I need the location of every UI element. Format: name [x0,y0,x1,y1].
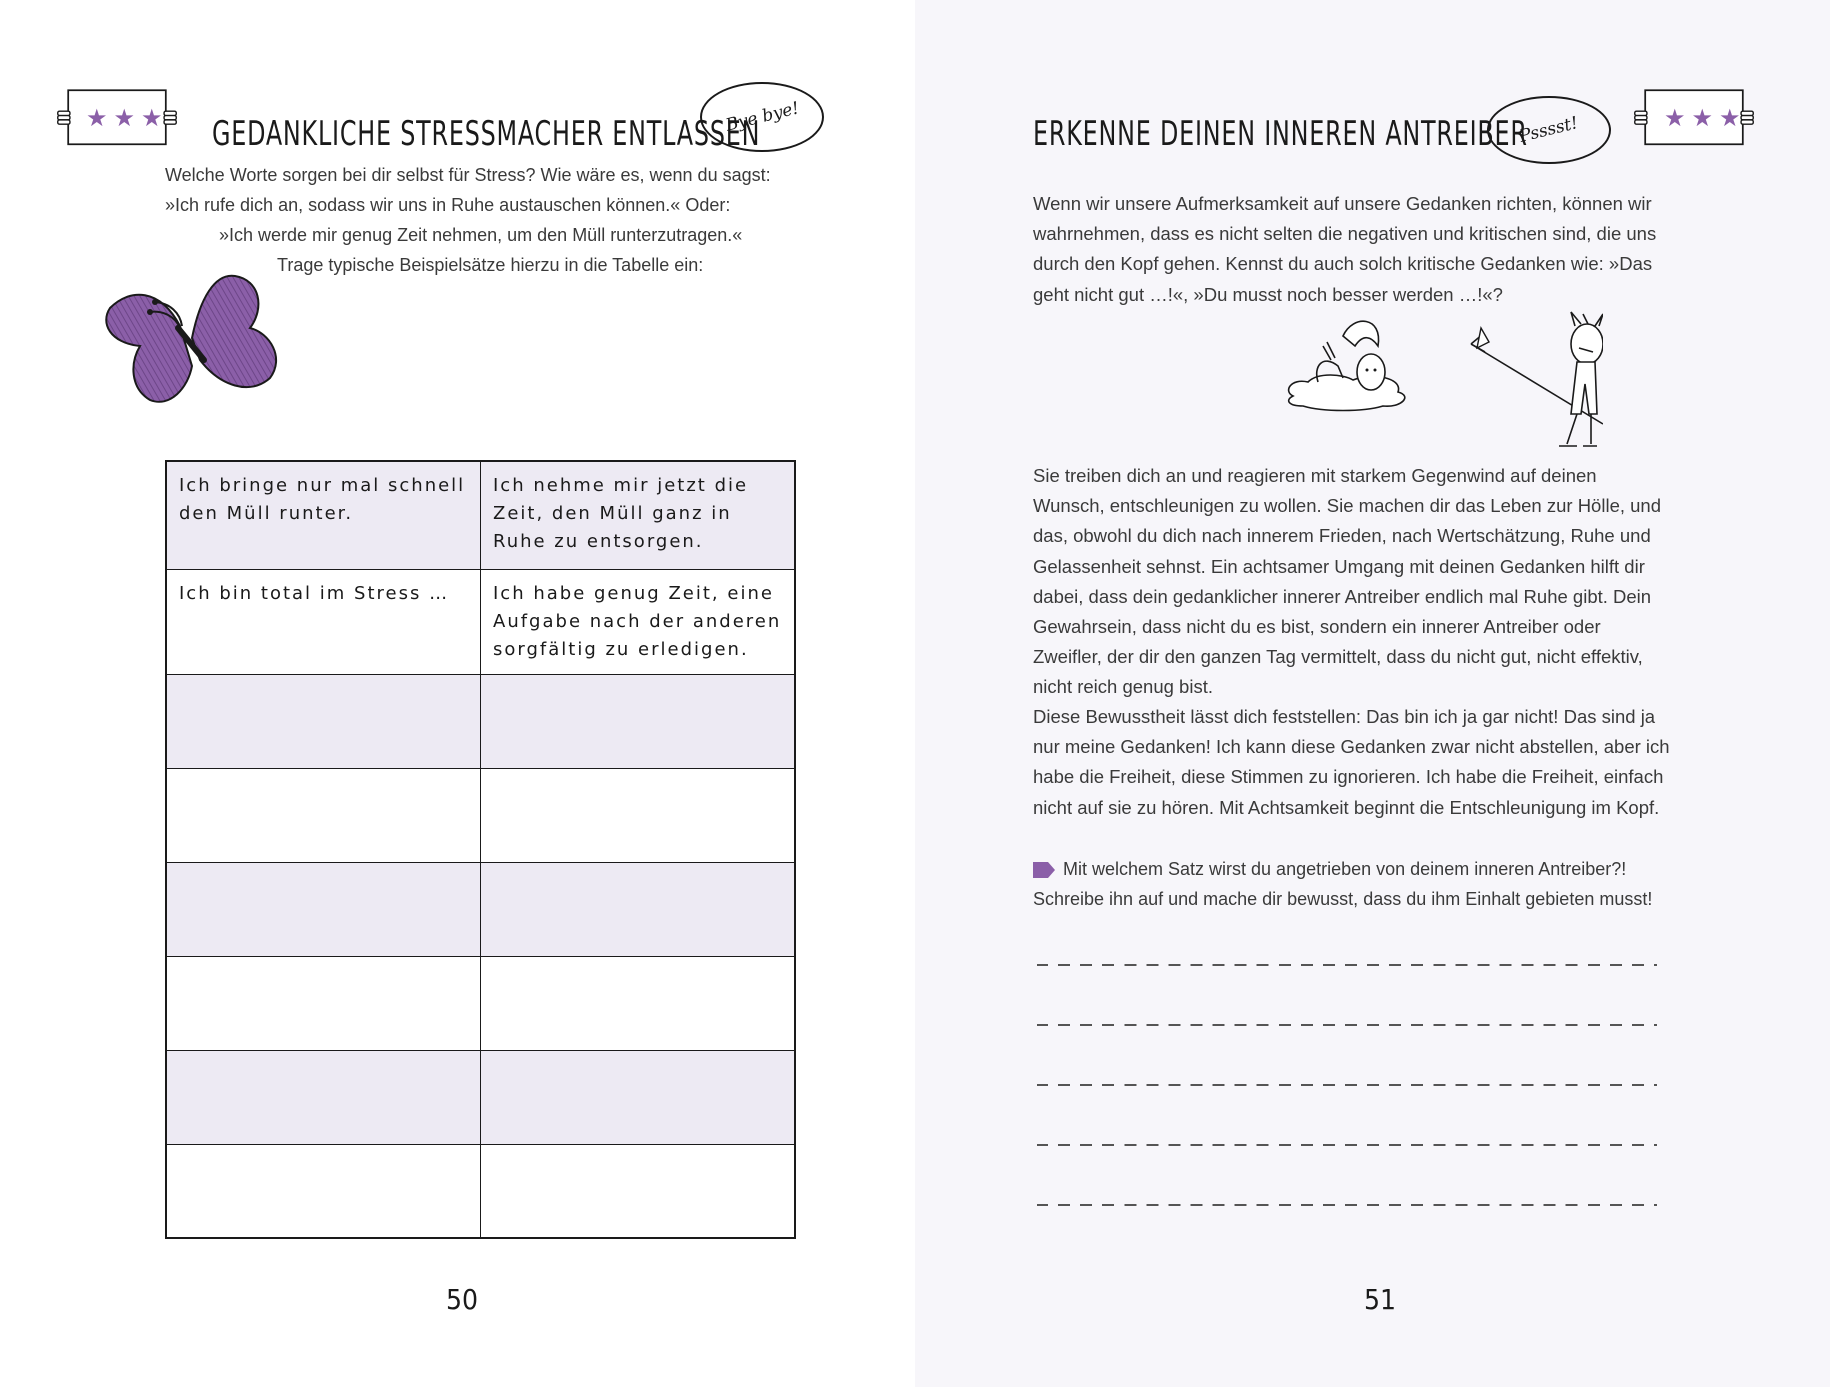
table-cell-stress[interactable]: Ich bringe nur mal schnell den Müll runter. [166,461,481,569]
table-row [166,862,795,956]
answer-line[interactable] [1037,1144,1657,1146]
table-cell-stress[interactable] [166,1050,481,1144]
answer-line[interactable] [1037,1084,1657,1086]
table-cell-calm[interactable] [481,862,796,956]
angel-icon [1283,316,1418,416]
table-cell-calm[interactable] [481,1050,796,1144]
table-cell-calm[interactable] [481,674,796,768]
table-cell-calm[interactable] [481,1144,796,1238]
intro-line-3: »Ich werde mir genug Zeit nehmen, um den Müll runterzutragen.« [219,225,743,245]
devil-icon [1463,304,1603,452]
table-cell-calm[interactable]: Ich nehme mir jetzt die Zeit, den Müll ganz in Ruhe zu entsorgen. [481,461,796,569]
table-row [166,1050,795,1144]
page-title: ERKENNE DEINEN INNEREN ANTREIBER [1033,114,1528,154]
psssst-bubble: Psssst! [1487,96,1611,164]
page-title: GEDANKLICHE STRESSMACHER ENTLASSEN [212,114,761,154]
table-row [166,768,795,862]
answer-line[interactable] [1037,1024,1657,1026]
stress-table [165,460,796,1239]
tag-arrow-icon [1033,862,1055,878]
answer-line[interactable] [1037,1204,1657,1206]
intro-line-2: »Ich rufe dich an, sodass wir uns in Ruhe austauschen können.« Oder: [165,195,731,215]
table-cell-stress[interactable] [166,768,481,862]
table-row [166,956,795,1050]
table-cell-calm[interactable]: Ich habe genug Zeit, eine Aufgabe nach der anderen sorgfältig zu erledigen. [481,569,796,674]
page-number: 50 [446,1283,479,1316]
table-cell-calm[interactable] [481,768,796,862]
sign-stars: ★★★ [86,105,169,132]
table-cell-stress[interactable] [166,862,481,956]
table-row [166,1144,795,1238]
answer-line[interactable] [1037,964,1657,966]
paragraph-bewusstheit: Diese Bewusstheit lässt dich feststellen: Das bin ich ja gar nicht! Das sind ja nur meine Gedanken! Ich kann diese Gedanken zwar nicht abstellen, aber ich habe die Freiheit, diese Stimmen zu ignorieren. Ich habe die Freiheit, einfach nicht auf sie zu hören. Mit Achtsamkeit beginnt die Entschleunigung im Kopf. [1033,706,1670,818]
intro-line-1: Welche Worte sorgen bei dir selbst für Stress? Wie wäre es, wenn du sagst: [165,165,771,185]
sign-stars: ★★★ [1664,105,1747,132]
table-cell-calm[interactable] [481,956,796,1050]
table-cell-stress[interactable] [166,674,481,768]
table-cell-stress[interactable] [166,956,481,1050]
bye-bye-bubble: Bye bye! [700,82,824,152]
table-row [166,569,795,674]
right-page [915,0,1830,1387]
task-instruction: Mit welchem Satz wirst du angetrieben von deinem inneren Antreiber?! Schreibe ihn auf und mache dir bewusst, dass du ihm Einhalt gebieten musst! [1033,859,1653,909]
paragraph-intro: Wenn wir unsere Aufmerksamkeit auf unsere Gedanken richten, können wir wahrnehmen, dass es nicht selten die negativen und kritischen sind, die uns durch den Kopf gehen. Kennst du auch solch kritische Gedanken wie: »Das geht nicht gut …!«, »Du musst noch besser werden …!«? [1033,193,1657,305]
table-row [166,674,795,768]
butterfly-icon [100,268,285,418]
intro-line-4: Trage typische Beispielsätze hierzu in die Tabelle ein: [277,255,704,275]
page-number: 51 [1364,1283,1397,1316]
table-row [166,461,795,569]
table-cell-stress[interactable] [166,1144,481,1238]
paragraph-antreiber: Sie treiben dich an und reagieren mit starkem Gegenwind auf deinen Wunsch, entschleunigen zu wollen. Sie machen dir das Leben zur Hölle, und das, obwohl du dich nach innerem Frieden, nach Wertschätzung, Ruhe und Gelassenheit sehnst. Ein achtsamer Umgang mit deinen Gedanken hilft dir dabei, dass dein gedanklicher innerer Antreiber endlich mal Ruhe gibt. Dein Gewahrsein, dass nicht du es bist, sondern ein innerer Antreiber oder Zweifler, der dir den ganzen Tag vermittelt, dass du nicht gut, nicht effektiv, nicht reich genug bist. [1033,465,1662,698]
table-cell-stress[interactable]: Ich bin total im Stress … [166,569,481,674]
